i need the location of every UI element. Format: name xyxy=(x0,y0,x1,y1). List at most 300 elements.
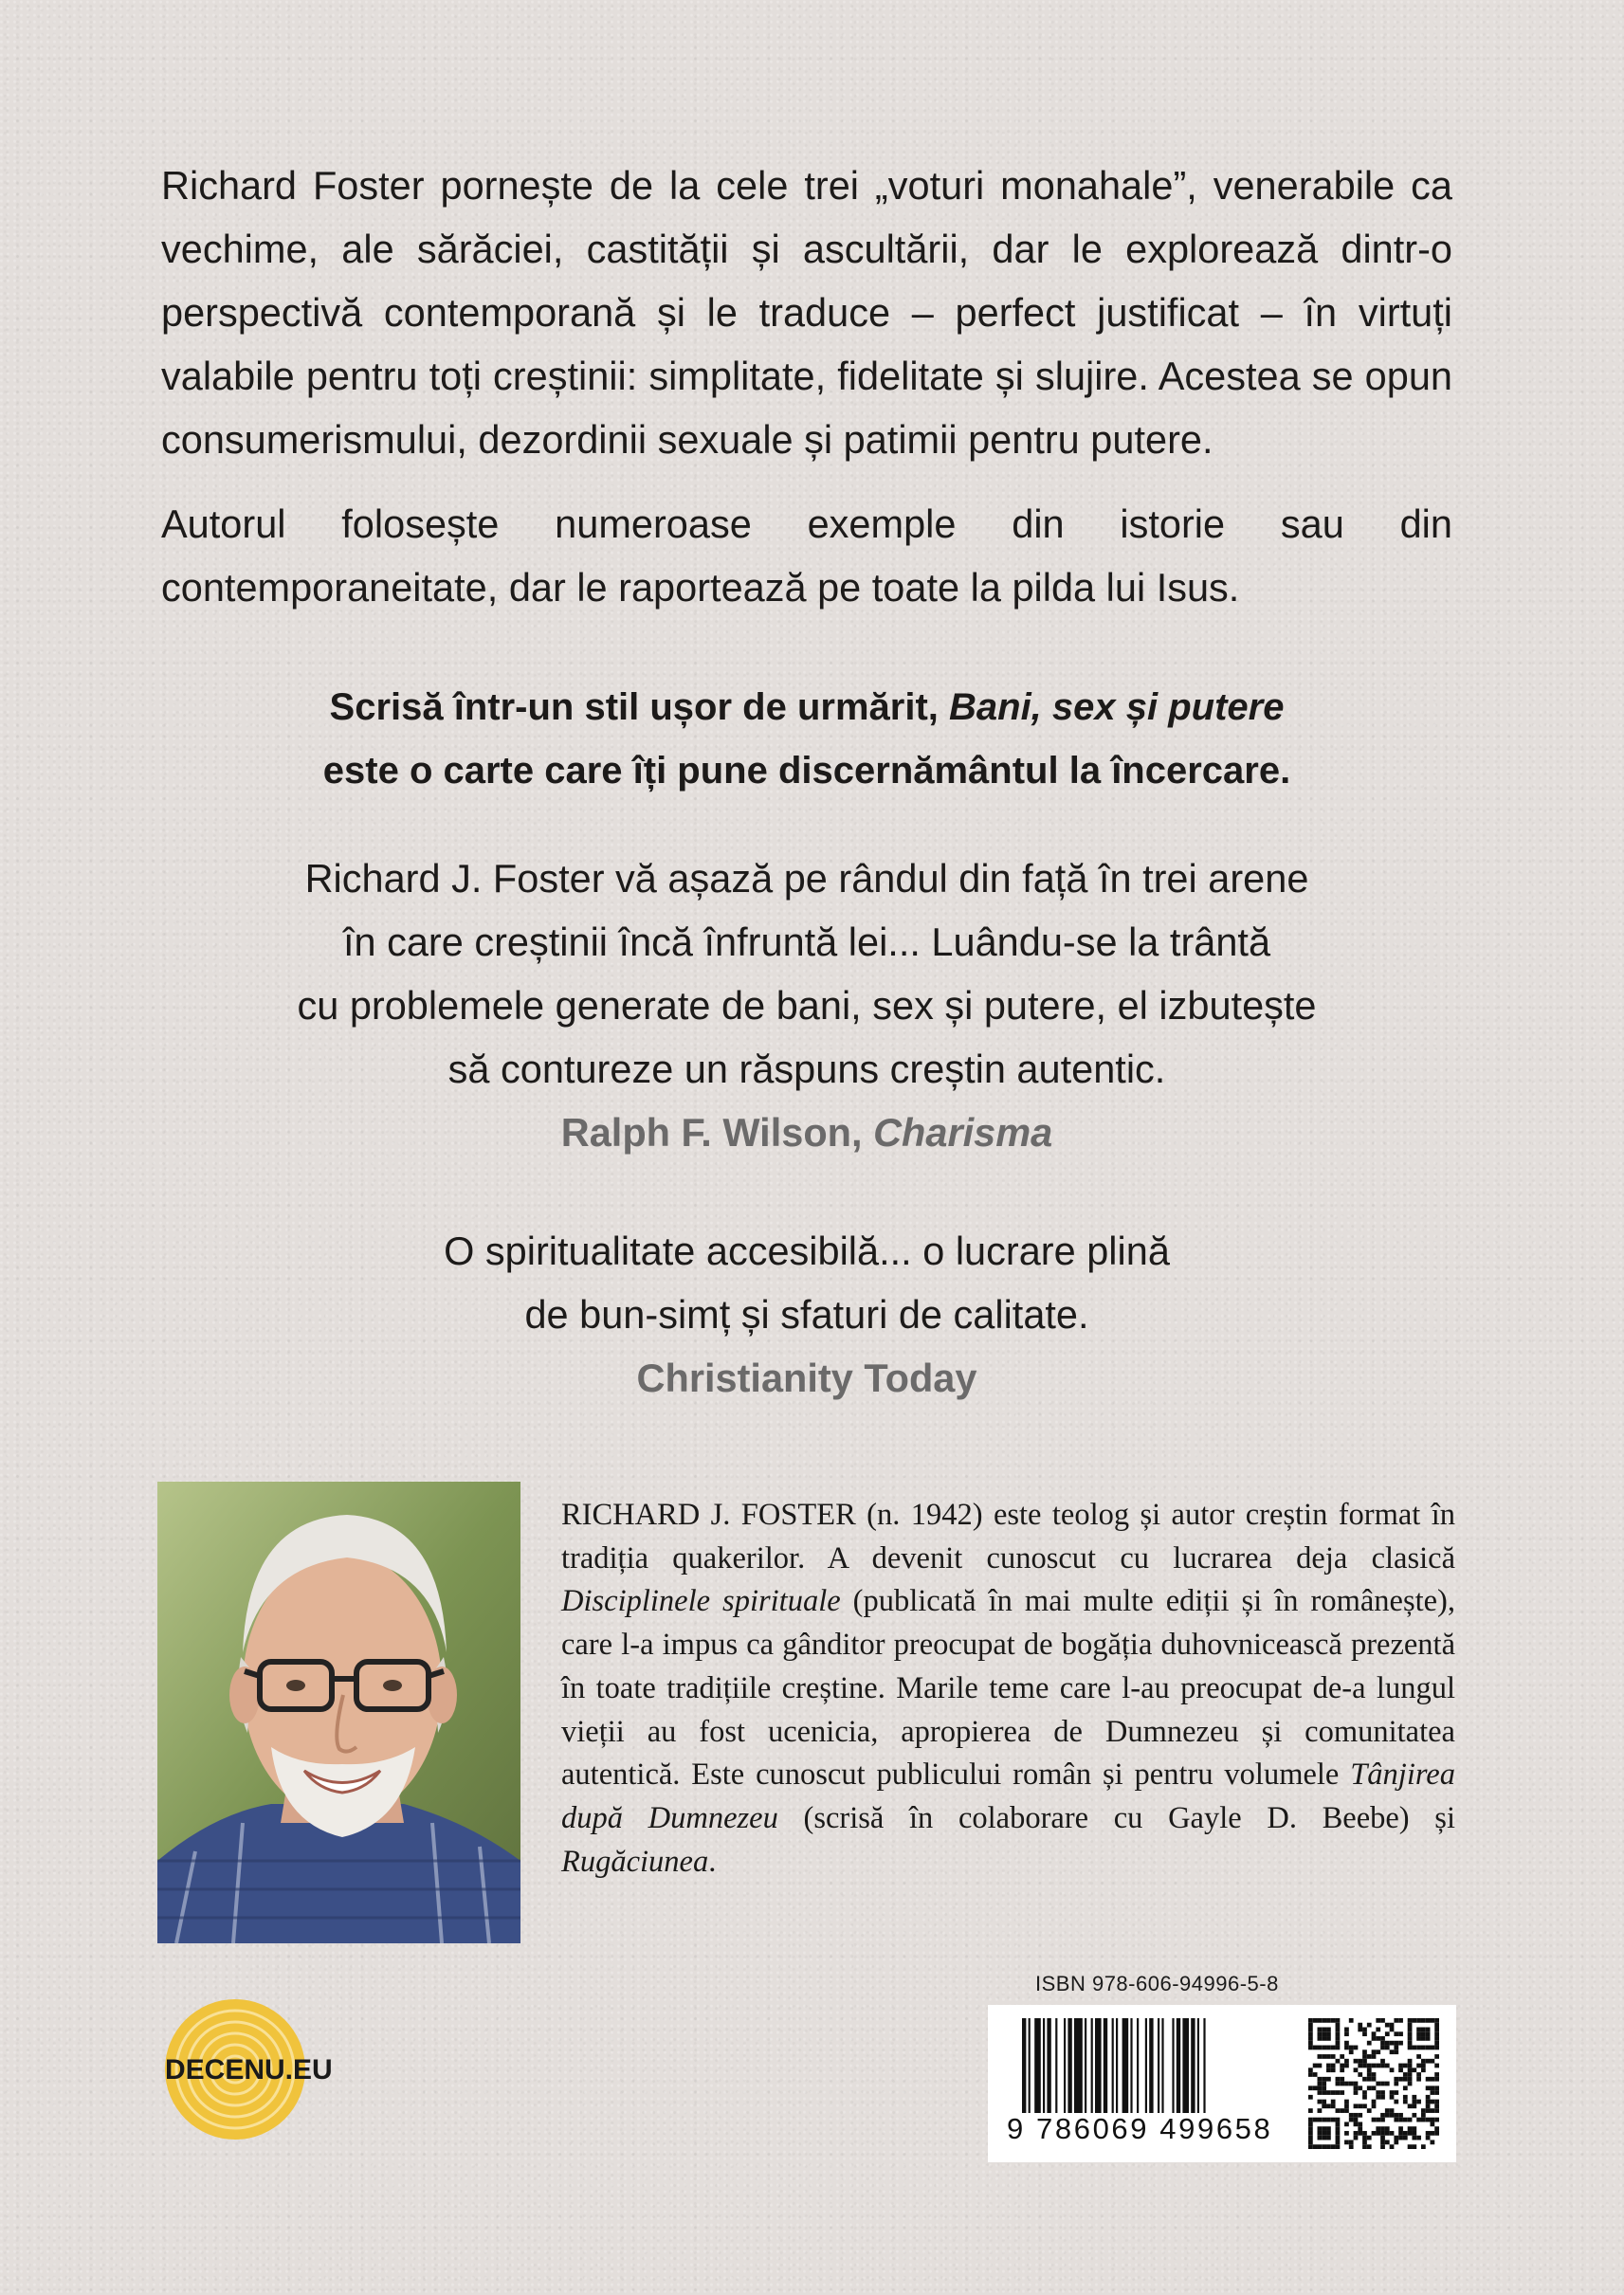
qr-module xyxy=(1380,2118,1385,2122)
qr-module xyxy=(1313,2118,1318,2122)
qr-module xyxy=(1434,2104,1439,2108)
qr-module xyxy=(1326,2064,1331,2068)
quote-line: în care creștinii încă înfruntă lei... Luându-se la trântă xyxy=(342,920,1271,964)
barcode-bar xyxy=(1197,2018,1199,2113)
qr-module xyxy=(1416,2031,1421,2036)
qr-module xyxy=(1349,2140,1354,2144)
qr-module xyxy=(1394,2077,1398,2082)
qr-module xyxy=(1336,2082,1341,2086)
qr-module xyxy=(1340,2054,1344,2059)
qr-module xyxy=(1336,2126,1341,2131)
barcode-bar xyxy=(1191,2018,1195,2113)
qr-module xyxy=(1354,2104,1359,2108)
qr-module xyxy=(1426,2136,1431,2140)
qr-module xyxy=(1416,2136,1421,2140)
qr-module xyxy=(1322,2036,1326,2041)
qr-module xyxy=(1385,2140,1390,2144)
qr-module xyxy=(1313,2086,1318,2090)
qr-module xyxy=(1308,2136,1313,2140)
logo-text: DECENU.EU xyxy=(165,2054,333,2086)
qr-module xyxy=(1376,2049,1380,2054)
qr-module xyxy=(1408,2046,1413,2050)
qr-module xyxy=(1426,2036,1431,2041)
qr-module xyxy=(1318,2036,1323,2041)
qr-module xyxy=(1326,2067,1331,2072)
barcode-bar xyxy=(1047,2018,1050,2113)
qr-module xyxy=(1408,2082,1413,2086)
qr-module xyxy=(1331,2064,1336,2068)
qr-module xyxy=(1434,2041,1439,2046)
qr-module xyxy=(1308,2046,1313,2050)
qr-module xyxy=(1430,2090,1434,2095)
qr-module xyxy=(1367,2064,1372,2068)
review-quote xyxy=(161,1219,1452,1410)
qr-module xyxy=(1380,2090,1385,2095)
qr-module xyxy=(1398,2118,1403,2122)
qr-module xyxy=(1416,2046,1421,2050)
qr-module xyxy=(1318,2144,1323,2149)
qr-module xyxy=(1308,2041,1313,2046)
qr-module xyxy=(1344,2104,1349,2108)
qr-module xyxy=(1412,2100,1416,2104)
qr-module xyxy=(1326,2028,1331,2032)
qr-module xyxy=(1434,2036,1439,2041)
qr-module xyxy=(1340,2082,1344,2086)
qr-module xyxy=(1390,2144,1395,2149)
qr-module xyxy=(1426,2100,1431,2104)
qr-module xyxy=(1331,2054,1336,2059)
qr-module xyxy=(1416,2077,1421,2082)
qr-module xyxy=(1322,2126,1326,2131)
qr-module xyxy=(1426,2031,1431,2036)
qr-module xyxy=(1326,2126,1331,2131)
qr-module xyxy=(1358,2072,1362,2077)
quote-attribution xyxy=(161,1101,1452,1164)
qr-module xyxy=(1322,2104,1326,2108)
qr-module xyxy=(1403,2064,1408,2068)
qr-module xyxy=(1398,2131,1403,2136)
qr-module xyxy=(1403,2095,1408,2100)
qr-module xyxy=(1308,2144,1313,2149)
qr-module xyxy=(1394,2113,1398,2118)
qr-module xyxy=(1434,2108,1439,2113)
tagline-text: este o carte care îți pune discernământul la încercare. xyxy=(322,750,1291,792)
qr-module xyxy=(1362,2049,1367,2054)
qr-module xyxy=(1336,2090,1341,2095)
qr-module xyxy=(1380,2018,1385,2023)
qr-module xyxy=(1336,2136,1341,2140)
qr-module xyxy=(1308,2086,1313,2090)
qr-module xyxy=(1394,2118,1398,2122)
quote-attribution: Christianity Today xyxy=(636,1356,977,1400)
qr-module xyxy=(1376,2064,1380,2068)
qr-module xyxy=(1336,2140,1341,2144)
qr-module xyxy=(1362,2064,1367,2068)
qr-module xyxy=(1362,2140,1367,2144)
bio-book-title: Tânjirea după Dumnezeu xyxy=(561,1758,1455,1835)
qr-module xyxy=(1385,2113,1390,2118)
qr-module xyxy=(1322,2018,1326,2023)
barcode-bar xyxy=(1091,2018,1093,2113)
qr-module xyxy=(1408,2067,1413,2072)
qr-module xyxy=(1380,2113,1385,2118)
qr-module xyxy=(1380,2095,1385,2100)
qr-module xyxy=(1308,2036,1313,2041)
qr-module xyxy=(1434,2072,1439,2077)
qr-module xyxy=(1336,2036,1341,2041)
barcode-bar xyxy=(1064,2018,1066,2113)
qr-module xyxy=(1385,2046,1390,2050)
qr-module xyxy=(1358,2104,1362,2108)
qr-module xyxy=(1362,2104,1367,2108)
qr-module xyxy=(1434,2086,1439,2090)
qr-module xyxy=(1434,2118,1439,2122)
qr-module xyxy=(1322,2090,1326,2095)
qr-module xyxy=(1318,2077,1323,2082)
qr-module xyxy=(1403,2086,1408,2090)
qr-module xyxy=(1426,2104,1431,2108)
qr-module xyxy=(1318,2031,1323,2036)
qr-module xyxy=(1344,2108,1349,2113)
qr-module xyxy=(1394,2140,1398,2144)
barcode-bar xyxy=(1095,2018,1102,2113)
qr-module xyxy=(1340,2067,1344,2072)
qr-module xyxy=(1408,2023,1413,2028)
qr-module xyxy=(1313,2046,1318,2050)
qr-module xyxy=(1358,2023,1362,2028)
barcode-bar xyxy=(1177,2018,1180,2113)
barcode-bar xyxy=(1172,2018,1174,2113)
qr-module xyxy=(1354,2082,1359,2086)
qr-module xyxy=(1367,2086,1372,2090)
qr-module xyxy=(1434,2100,1439,2104)
bio-text: (scrisă în colaborare cu Gayle D. Beebe) și xyxy=(777,1800,1455,1835)
qr-module xyxy=(1372,2064,1377,2068)
qr-module xyxy=(1336,2018,1341,2023)
author-portrait-illustration xyxy=(157,1482,520,1943)
qr-module xyxy=(1367,2144,1372,2149)
qr-module xyxy=(1376,2036,1380,2041)
quote-line: de bun-simț și sfaturi de calitate. xyxy=(524,1292,1089,1337)
qr-module xyxy=(1326,2136,1331,2140)
qr-module xyxy=(1385,2108,1390,2113)
qr-module xyxy=(1349,2018,1354,2023)
qr-module xyxy=(1340,2090,1344,2095)
qr-module xyxy=(1336,2031,1341,2036)
qr-module xyxy=(1408,2144,1413,2149)
tagline-text: Scrisă într-un stil ușor de urmărit, xyxy=(329,686,949,728)
qr-module xyxy=(1358,2126,1362,2131)
bio-book-title: Disciplinele spirituale xyxy=(561,1584,841,1619)
qr-module xyxy=(1408,2077,1413,2082)
qr-module xyxy=(1390,2108,1395,2113)
qr-module xyxy=(1380,2036,1385,2041)
qr-module xyxy=(1390,2090,1395,2095)
qr-module xyxy=(1408,2064,1413,2068)
quote-author: Ralph F. Wilson, xyxy=(560,1110,874,1155)
barcode-bar xyxy=(1043,2018,1045,2113)
qr-module xyxy=(1354,2090,1359,2095)
qr-module xyxy=(1344,2100,1349,2104)
qr-module xyxy=(1434,2126,1439,2131)
qr-module xyxy=(1344,2031,1349,2036)
qr-module xyxy=(1434,2090,1439,2095)
barcode-bar xyxy=(1029,2018,1031,2113)
barcode-bar xyxy=(1130,2018,1132,2113)
qr-module xyxy=(1434,2046,1439,2050)
bio-text: . xyxy=(708,1844,717,1879)
author-bio xyxy=(561,1494,1455,1884)
qr-module xyxy=(1412,2067,1416,2072)
qr-module xyxy=(1421,2118,1426,2122)
qr-module xyxy=(1408,2126,1413,2131)
qr-module xyxy=(1390,2049,1395,2054)
barcode-bar xyxy=(1203,2018,1205,2113)
qr-module xyxy=(1394,2100,1398,2104)
qr-module xyxy=(1367,2072,1372,2077)
qr-module xyxy=(1398,2064,1403,2068)
qr-module xyxy=(1362,2077,1367,2082)
barcode-bar xyxy=(1161,2018,1163,2113)
qr-module xyxy=(1326,2090,1331,2095)
qr-module xyxy=(1318,2108,1323,2113)
qr-module xyxy=(1344,2131,1349,2136)
qr-module xyxy=(1434,2023,1439,2028)
qr-module xyxy=(1362,2136,1367,2140)
qr-module xyxy=(1426,2095,1431,2100)
qr-module xyxy=(1367,2108,1372,2113)
qr-module xyxy=(1362,2031,1367,2036)
qr-module xyxy=(1358,2086,1362,2090)
qr-module xyxy=(1318,2028,1323,2032)
qr-module xyxy=(1416,2054,1421,2059)
qr-module xyxy=(1372,2104,1377,2108)
qr-module xyxy=(1336,2028,1341,2032)
qr-module xyxy=(1308,2118,1313,2122)
qr-module xyxy=(1398,2113,1403,2118)
qr-module xyxy=(1308,2067,1313,2072)
qr-module xyxy=(1326,2104,1331,2108)
qr-module xyxy=(1380,2126,1385,2131)
qr-module xyxy=(1376,2018,1380,2023)
qr-module xyxy=(1380,2082,1385,2086)
qr-module xyxy=(1322,2086,1326,2090)
qr-module xyxy=(1372,2077,1377,2082)
qr-module xyxy=(1372,2072,1377,2077)
qr-module xyxy=(1362,2059,1367,2064)
qr-module xyxy=(1322,2077,1326,2082)
qr-module xyxy=(1322,2054,1326,2059)
qr-module xyxy=(1313,2072,1318,2077)
qr-module xyxy=(1380,2131,1385,2136)
qr-module xyxy=(1412,2104,1416,2108)
qr-module xyxy=(1318,2064,1323,2068)
quote-line: Richard J. Foster vă așază pe rândul din față în trei arene xyxy=(304,856,1309,901)
qr-module xyxy=(1340,2108,1344,2113)
qr-module xyxy=(1416,2072,1421,2077)
qr-module xyxy=(1372,2100,1377,2104)
qr-module xyxy=(1403,2136,1408,2140)
qr-module xyxy=(1362,2131,1367,2136)
quote-line: să contureze un răspuns creștin autentic. xyxy=(447,1047,1166,1091)
barcode-bar xyxy=(1067,2018,1071,2113)
qr-module xyxy=(1426,2046,1431,2050)
qr-module xyxy=(1421,2144,1426,2149)
qr-module xyxy=(1394,2049,1398,2054)
qr-module xyxy=(1318,2082,1323,2086)
intro-text xyxy=(161,154,1452,640)
qr-module xyxy=(1336,2131,1341,2136)
barcode-bar xyxy=(1149,2018,1153,2113)
qr-module xyxy=(1354,2086,1359,2090)
qr-module xyxy=(1326,2118,1331,2122)
qr-module xyxy=(1349,2113,1354,2118)
qr-module xyxy=(1331,2018,1336,2023)
qr-module xyxy=(1394,2018,1398,2023)
qr-module xyxy=(1308,2028,1313,2032)
qr-module xyxy=(1376,2126,1380,2131)
qr-module xyxy=(1372,2086,1377,2090)
qr-module xyxy=(1358,2064,1362,2068)
qr-module xyxy=(1412,2046,1416,2050)
qr-module xyxy=(1362,2144,1367,2149)
qr-module xyxy=(1354,2067,1359,2072)
review-quote xyxy=(161,847,1452,1164)
qr-module xyxy=(1421,2036,1426,2041)
quote-line: cu problemele generate de bani, sex și putere, el izbutește xyxy=(297,983,1317,1028)
qr-module xyxy=(1340,2077,1344,2082)
qr-module xyxy=(1430,2059,1434,2064)
qr-module xyxy=(1372,2036,1377,2041)
qr-module xyxy=(1336,2077,1341,2082)
qr-module xyxy=(1430,2140,1434,2144)
barcode-bar xyxy=(1055,2018,1057,2113)
qr-module xyxy=(1349,2046,1354,2050)
qr-module xyxy=(1390,2131,1395,2136)
qr-module xyxy=(1318,2090,1323,2095)
qr-module xyxy=(1385,2064,1390,2068)
qr-module xyxy=(1372,2054,1377,2059)
qr-module xyxy=(1308,2095,1313,2100)
qr-module xyxy=(1308,2018,1313,2023)
qr-module xyxy=(1362,2028,1367,2032)
quote-publication: Charisma xyxy=(873,1110,1053,1155)
qr-module xyxy=(1354,2118,1359,2122)
qr-module xyxy=(1349,2118,1354,2122)
qr-module xyxy=(1344,2122,1349,2126)
qr-module xyxy=(1376,2131,1380,2136)
qr-module xyxy=(1358,2059,1362,2064)
qr-module xyxy=(1322,2136,1326,2140)
qr-module xyxy=(1421,2108,1426,2113)
barcode-digits: 9 786069 499658 xyxy=(1007,2112,1273,2145)
qr-module xyxy=(1390,2028,1395,2032)
qr-module xyxy=(1331,2046,1336,2050)
qr-module xyxy=(1412,2126,1416,2131)
intro-paragraph: Autorul folosește numeroase exemple din istorie sau din contemporaneitate, dar le raportează pe toate la pilda lui Isus. xyxy=(161,501,1452,610)
qr-module xyxy=(1318,2126,1323,2131)
qr-module xyxy=(1408,2104,1413,2108)
qr-module xyxy=(1390,2023,1395,2028)
qr-module xyxy=(1318,2131,1323,2136)
qr-module xyxy=(1336,2144,1341,2149)
qr-module xyxy=(1326,2018,1331,2023)
qr-module xyxy=(1430,2100,1434,2104)
qr-module xyxy=(1344,2046,1349,2050)
qr-module xyxy=(1372,2118,1377,2122)
qr-module xyxy=(1430,2086,1434,2090)
bio-text: (publicată în mai multe ediții și în românește), care l-a impus ca gânditor preocupat de bogăția duhovnicească prezentă în toate tradițiile creștine. Marile teme care l-au preocupat de-a lungul vieții au fost ucenicia, apropierea de Dumnezeu și comunitatea autentică. Este cunoscut publicului român și pentru volumele xyxy=(561,1584,1455,1793)
qr-module xyxy=(1403,2072,1408,2077)
qr-module xyxy=(1403,2077,1408,2082)
qr-module xyxy=(1322,2046,1326,2050)
qr-module xyxy=(1416,2018,1421,2023)
qr-module xyxy=(1430,2108,1434,2113)
qr-module xyxy=(1434,2031,1439,2036)
qr-module xyxy=(1336,2046,1341,2050)
qr-module xyxy=(1426,2086,1431,2090)
intro-paragraph: Richard Foster pornește de la cele trei „voturi monahale”, venerabile ca vechime, ale sărăciei, castității și ascultării, dar le explorează dintr-o perspectivă contemporană și le traduce – perfect justificat – în virtuți valabile pentru toți creștinii: simplitate, fidelitate și slujire. Acestea se opun consumerismului, dezordinii sexuale și patimii pentru putere. xyxy=(161,163,1452,462)
qr-module xyxy=(1385,2082,1390,2086)
qr-module xyxy=(1331,2090,1336,2095)
qr-module xyxy=(1430,2122,1434,2126)
qr-module xyxy=(1372,2031,1377,2036)
qr-module xyxy=(1403,2100,1408,2104)
qr-module xyxy=(1385,2126,1390,2131)
barcode-bar xyxy=(1085,2018,1086,2113)
qr-module xyxy=(1318,2054,1323,2059)
qr-module xyxy=(1380,2059,1385,2064)
qr-module xyxy=(1376,2028,1380,2032)
qr-module xyxy=(1308,2108,1313,2113)
qr-module xyxy=(1336,2108,1341,2113)
qr-module xyxy=(1398,2067,1403,2072)
qr-module xyxy=(1308,2140,1313,2144)
quote-line: O spiritualitate accesibilă... o lucrare plină xyxy=(444,1229,1170,1273)
qr-module xyxy=(1354,2136,1359,2140)
qr-module xyxy=(1358,2131,1362,2136)
qr-module xyxy=(1362,2090,1367,2095)
qr-module xyxy=(1398,2041,1403,2046)
qr-module xyxy=(1354,2131,1359,2136)
barcode-bar xyxy=(1182,2018,1189,2113)
barcode-bar xyxy=(1158,2018,1159,2113)
qr-module xyxy=(1426,2131,1431,2136)
qr-module xyxy=(1367,2054,1372,2059)
qr-module xyxy=(1412,2018,1416,2023)
qr-module xyxy=(1416,2118,1421,2122)
qr-module xyxy=(1326,2131,1331,2136)
qr-module xyxy=(1322,2031,1326,2036)
qr-module xyxy=(1336,2041,1341,2046)
qr-module xyxy=(1412,2113,1416,2118)
qr-module xyxy=(1308,2023,1313,2028)
qr-module xyxy=(1390,2067,1395,2072)
isbn-label: ISBN 978-606-94996-5-8 xyxy=(1035,1972,1279,1995)
qr-module xyxy=(1354,2059,1359,2064)
qr-module xyxy=(1354,2122,1359,2126)
qr-module xyxy=(1394,2090,1398,2095)
qr-module xyxy=(1403,2131,1408,2136)
qr-module xyxy=(1421,2113,1426,2118)
qr-module xyxy=(1412,2136,1416,2140)
qr-module xyxy=(1434,2018,1439,2023)
qr-module xyxy=(1344,2028,1349,2032)
qr-module xyxy=(1394,2031,1398,2036)
qr-code xyxy=(1308,2018,1439,2149)
qr-module xyxy=(1372,2131,1377,2136)
qr-module xyxy=(1354,2046,1359,2050)
